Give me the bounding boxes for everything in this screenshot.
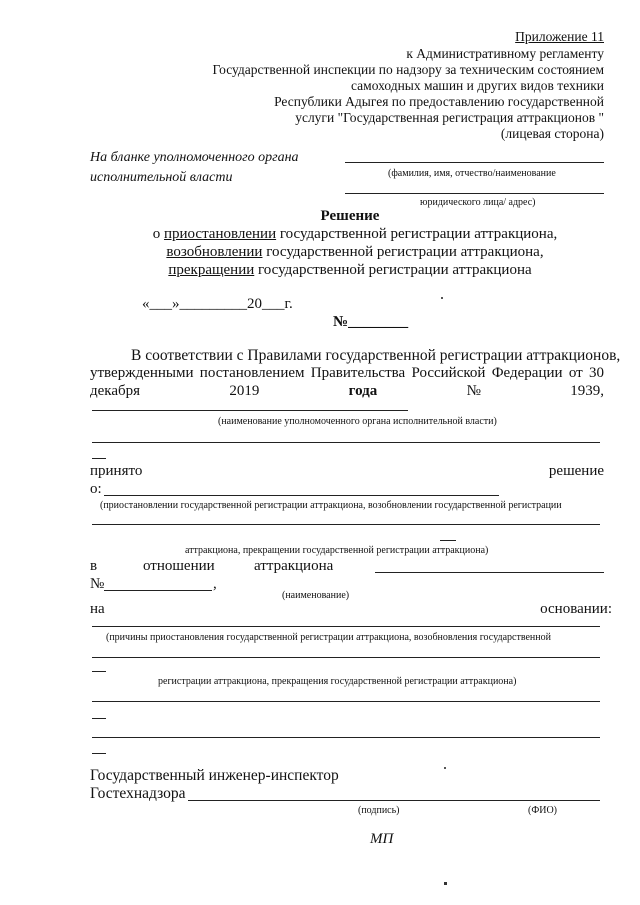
- title-l2-rest: государственной регистрации аттракциона,: [262, 244, 544, 260]
- recipient-caption-2: юридического лица/ адрес): [420, 197, 536, 208]
- recipient-address-line: [345, 193, 604, 194]
- header-line-3: Государственной инспекции по надзору за техническим состоянием: [212, 62, 604, 77]
- p3-word-5: 1939,: [570, 383, 604, 399]
- decision-caption-2: аттракциона, прекращении государственной регистрации аттракциона): [185, 545, 489, 556]
- title-suspension: приостановлении: [163, 226, 277, 242]
- paragraph-line-3: [90, 383, 604, 400]
- appendix-number: [515, 28, 604, 45]
- attraction-number-line[interactable]: [104, 590, 212, 591]
- organ-name-line-3[interactable]: [92, 458, 106, 459]
- decision-caption-1: (приостановлении государственной регистрации аттракциона, возобновлении государственной регистрации: [100, 500, 562, 511]
- organ-name-caption: (наименование уполномоченного органа исполнительной власти): [218, 416, 497, 427]
- reasons-line-5[interactable]: [92, 718, 106, 719]
- fio-caption: (ФИО): [528, 805, 558, 816]
- reasons-line-2[interactable]: [92, 657, 600, 658]
- p3-word-1: декабря: [90, 383, 141, 399]
- scan-speck: [444, 882, 447, 885]
- inspector-title-2: Гостехнадзора: [90, 785, 186, 802]
- blank-line-2: исполнительной власти: [90, 170, 233, 185]
- decision-word: решение: [548, 463, 604, 479]
- title-termination: прекращении: [168, 262, 255, 278]
- attraction-name-caption: (наименование): [282, 590, 350, 601]
- accepted-decision-row: [90, 463, 604, 480]
- date-field[interactable]: «___»_________20___г.: [142, 296, 293, 312]
- reasons-caption-2: регистрации аттракциона, прекращения государственной регистрации аттракциона): [158, 676, 517, 687]
- title-line-2: [0, 244, 640, 261]
- header-line-7: (лицевая сторона): [500, 126, 604, 141]
- title-l1-rest: государственной регистрации аттракциона,: [276, 226, 558, 242]
- stamp-place: МП: [370, 831, 394, 847]
- p2-word-5: Федерации: [491, 365, 563, 381]
- title-resumption: возобновлении: [166, 244, 263, 260]
- reasons-caption-1: (причины приостановления государственной регистрации аттракциона, возобновления государственной: [106, 632, 551, 643]
- p2-word-2: постановлением: [199, 365, 305, 381]
- relation-word-1: в: [90, 558, 98, 574]
- title-line-3: [0, 262, 640, 279]
- blank-line-1: На бланке уполномоченного органа: [90, 150, 299, 165]
- scan-speck: [444, 767, 446, 769]
- decision-number-field[interactable]: №________: [333, 314, 409, 330]
- attraction-number-label: №: [90, 576, 105, 592]
- p3-word-2: 2019: [229, 383, 260, 399]
- accepted-word: принято: [90, 463, 143, 479]
- p2-word-4: Российской: [411, 365, 486, 381]
- paragraph-line-1: В соответствии с Правилами государственной регистрации аттракционов,: [131, 347, 621, 364]
- basis-row: [90, 601, 612, 618]
- reasons-line-1[interactable]: [92, 626, 600, 627]
- relation-word-3: аттракциона: [254, 558, 334, 574]
- recipient-name-line: [345, 162, 604, 163]
- decision-type-line-3[interactable]: [440, 540, 456, 541]
- title-l1-prefix: о: [152, 226, 164, 242]
- basis-word: основании:: [540, 601, 612, 617]
- p2-word-1: утвержденными: [90, 365, 194, 381]
- relation-word-2: отношении: [143, 558, 215, 574]
- title-line-1: [0, 226, 640, 243]
- appendix-number-text: Приложение 11: [515, 29, 604, 44]
- about-label: о:: [90, 481, 102, 497]
- attraction-number-comma: ,: [213, 576, 217, 592]
- reasons-line-6[interactable]: [92, 737, 600, 738]
- organ-name-line-1[interactable]: [92, 410, 408, 411]
- attraction-name-line[interactable]: [375, 572, 604, 573]
- organ-name-line-2[interactable]: [92, 442, 600, 443]
- header-line-6: услуги "Государственная регистрация аттракционов ": [295, 110, 604, 125]
- recipient-caption-1: (фамилия, имя, отчество/наименование: [388, 168, 556, 179]
- title-l3-rest: государственной регистрации аттракциона: [254, 262, 532, 278]
- p2-word-3: Правительства: [310, 365, 406, 381]
- header-line-2: к Административному регламенту: [406, 46, 604, 61]
- p3-word-3: года: [348, 383, 378, 399]
- reasons-line-7[interactable]: [92, 753, 106, 754]
- document-title: Решение: [320, 208, 380, 224]
- reasons-line-4[interactable]: [92, 701, 600, 702]
- decision-type-line-2[interactable]: [92, 524, 600, 525]
- basis-on-word: на: [90, 601, 105, 617]
- reasons-line-3[interactable]: [92, 671, 106, 672]
- scan-speck: [441, 297, 443, 299]
- signature-line[interactable]: [188, 800, 600, 801]
- inspector-title-1: Государственный инженер-инспектор: [90, 767, 339, 784]
- p2-word-6: от: [568, 365, 583, 381]
- decision-type-line[interactable]: [104, 495, 499, 496]
- p2-word-7: 30: [588, 365, 604, 381]
- header-line-4: самоходных машин и других видов техники: [351, 78, 604, 93]
- header-line-5: Республики Адыгея по предоставлению государственной: [274, 94, 604, 109]
- signature-caption: (подпись): [358, 805, 400, 816]
- paragraph-line-2: [90, 365, 604, 382]
- p3-word-4: №: [466, 383, 481, 399]
